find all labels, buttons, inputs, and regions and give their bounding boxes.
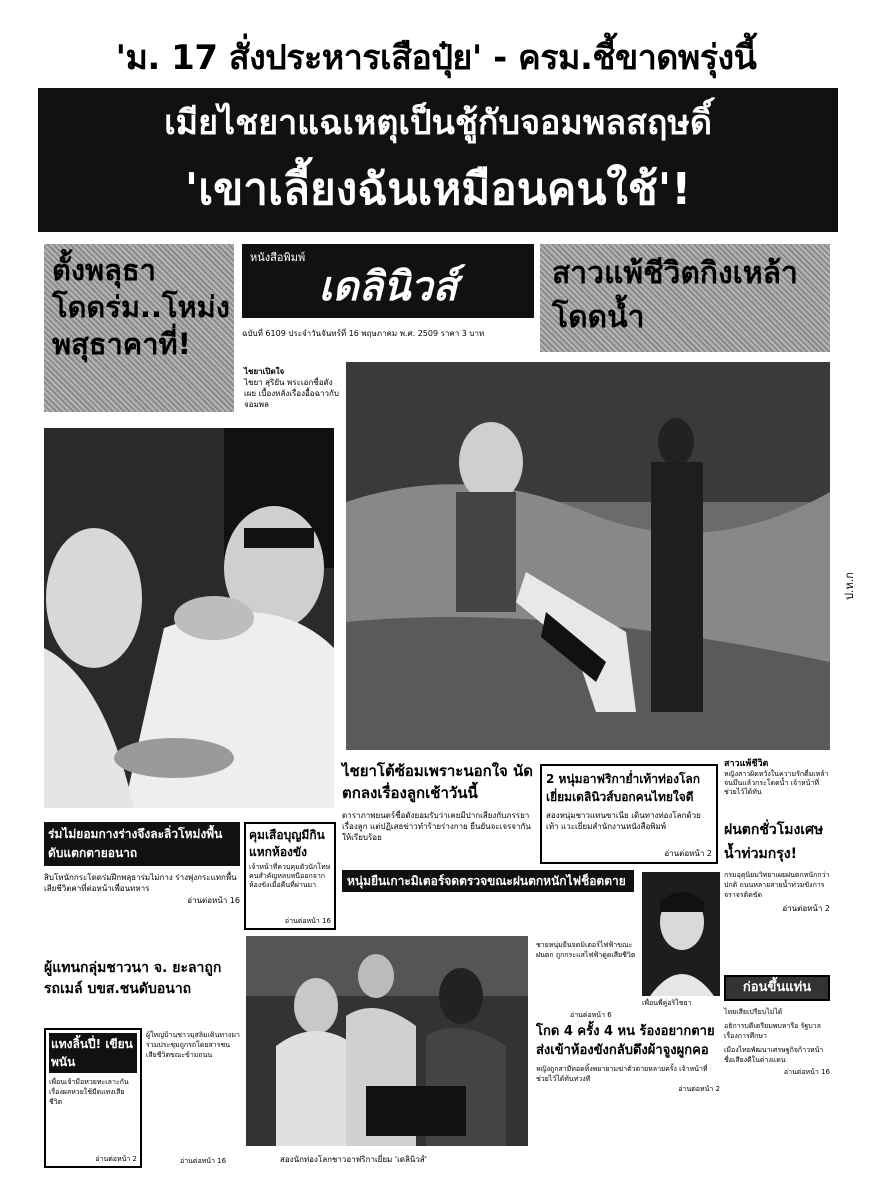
top-headline: 'ม. 17 สั่งประหารเสือปุ๋ย' - ครม.ชี้ขาดพรุ่งนี้ [115,38,757,78]
right-column-label: ก่อนขึ้นแท่น [724,975,830,1001]
masthead [238,244,536,352]
photo-scene [346,362,830,750]
right-column [724,975,830,1175]
story-rain-headline: ฝนตกชั่วโมงเศษน้ำท่วมกรุง! [724,822,824,862]
story-rice-more: อ่านต่อหน้า 16 [187,896,240,905]
story-rain [724,818,830,968]
story-chaiya-body: ดาราภาพยนตร์ชื่อดังยอมรับว่าเคยมีปากเสียงกับภรรยาเรื่องลูก แต่ปฏิเสธข่าวทำร้ายร่างกาย ยืนยันจะเจรจากันให้เรียบร้อย [342,811,531,842]
story-africa-more: อ่านต่อหน้า 2 [664,849,712,858]
right-teaser-text: สาวแพ้ชีวิตกิงเหล้าโดดน้ำ [552,256,798,335]
story-rice [44,822,240,954]
story-farmers-more: อ่านต่อหน้า 16 [180,1157,227,1165]
photo-portrait [642,872,720,996]
story-thief-more: อ่านต่อหน้า 6 [570,1011,612,1019]
box-teaser-more: อ่านต่อหน้า 2 [95,1155,137,1163]
story-mourn-body: เจ้าหน้าที่ควบคุมตัวนักโทษคนสำคัญหลบหนีออกจากห้องขังเมื่อคืนที่ผ่านมา [249,863,331,889]
story-africa [540,764,718,864]
story-mourn-more: อ่านต่อหน้า 16 [284,917,331,925]
right-column-item-2: อธิการบดีเตรียมพบหารือ รัฐบาลเรื่องการศึกษา [724,1022,821,1040]
story-africa-headline: 2 หนุ่มอาฟริกาย่ำเท้าท่องโลก เยี่ยมเดลินิวส์บอกคนไทยใจดี [546,772,701,804]
story-farmers-headline: ผู้แทนกลุ่มชาวนา จ. ยะลาถูกรถเมล์ บขส.ชนดับอนาถ [44,960,222,997]
masthead-title: เดลินิวส์ [318,264,458,310]
side-note: ป.ห.ก [843,572,856,600]
story-girl-body: หญิงสาวผิดหวังในความรักดื่มเหล้าจนมึนแล้วกระโดดน้ำ เจ้าหน้าที่ช่วยไว้ได้ทัน [724,770,829,796]
story-mourn [244,822,336,930]
caption-top-left-body: ไชยา สุริยัน พระเอกชื่อดังเผย เบื้องหลังเรื่องอื้อฉาวกับจอมพล [244,378,339,409]
bottom-caption: สองนักท่องโลกชาวอาฟริกาเยี่ยม 'เดลินิวส์' [280,1155,427,1164]
photo-chaiya [44,428,334,808]
story-rain-more: อ่านต่อหน้า 2 [782,904,830,913]
story-suicide-body: หญิงถูกสามีทอดทิ้งพยายามฆ่าตัวตายหลายครั้ง เจ้าหน้าที่ช่วยไว้ได้ทันท่วงที [536,1065,708,1083]
caption-top-left [244,366,344,410]
box-teaser-body: เพื่อนเจ้ามือหวยทะเลาะกันเรื่องผลหวยใช้มีดแทงเสียชีวิต [49,1078,129,1106]
story-thief-body: ชายหนุ่มยืนจดมิเตอร์ไฟฟ้าขณะฝนตก ถูกกระแสไฟฟ้าดูดเสียชีวิต [536,941,636,959]
story-thief-headline: หนุ่มยืนเกาะมิเตอร์จดตรวจขณะฝนตกหนักไฟช็อตตาย [342,870,634,892]
photo-chaiya-image [44,428,334,808]
story-girl-title: สาวแพ้ชีวิต [724,759,769,769]
photo-scene-image [346,362,830,750]
right-column-more: อ่านต่อหน้า 16 [783,1068,830,1076]
box-teaser-text: แทงลิ้นปี่! เขียนพนัน [49,1033,137,1073]
story-suicide [536,1022,720,1172]
photo-group-image [246,936,528,1146]
masthead-logo-box [242,244,534,318]
banner-line-1: เมียไชยาแฉเหตุเป็นชู้กับจอมพลสฤษดิ์ [164,103,712,143]
story-rain-body: กรมอุตุนิยมวิทยาเผยฝนตกหนักกว่าปกติ ถนนหลายสายน้ำท่วมขังการจราจรติดขัด [724,871,830,899]
story-farmers [44,958,240,1018]
story-girl [724,758,830,820]
story-africa-body: สองหนุ่มชาวแทนซาเนีย เดินทางท่องโลกด้วยเท้า แวะเยี่ยมสำนักงานหนังสือพิมพ์ [546,811,701,831]
left-teaser [44,244,234,412]
photo-group [246,936,528,1146]
banner [38,88,838,232]
box-teaser [44,1028,142,1168]
story-farmers-body: ผู้ใหญ่บ้านชาวมุสลิมเดินทางมาร่วมประชุมถูกรถโดยสารชนเสียชีวิตขณะข้ามถนน [146,1031,240,1059]
story-rice-headline: ร่มไม่ยอมกางร่างจึงละลิ่วโหม่งพื้นดับแตกตายอนาถ [44,822,240,866]
masthead-issue-info: ฉบับที่ 6109 ประจำวันจันทร์ที่ 16 พฤษภาคม พ.ศ. 2509 ราคา 3 บาท [242,329,485,338]
banner-line-2: 'เขาเลี้ยงฉันเหมือนคนใช้'! [184,164,692,215]
story-chaiya-headline: ไชยาโต้ซ้อมเพราะนอกใจ นัดตกลงเรื่องลูกเช้าวันนี้ [342,762,534,802]
right-column-item-1: ไทยเสียเปรียบไม่ได้ [724,1008,783,1016]
portrait-caption: เพื่อนพี่คู่อริไชยา [642,999,692,1007]
story-suicide-more: อ่านต่อหน้า 2 [678,1085,720,1093]
story-thief [342,870,634,940]
caption-top-left-title: ไชยาเปิดใจ [244,367,285,376]
masthead-tagline: หนังสือพิมพ์ [250,251,306,264]
left-teaser-text: ตั้งพลุธาโดดร่ม..โหม่งพสุธาคาที่! [52,253,230,361]
story-rice-body: สิบโทนักกระโดดร่มฝึกพลุธาร่มไม่กาง ร่างพุ่งกระแทกพื้นเสียชีวิตคาที่ต่อหน้าเพื่อนทหาร [44,873,237,893]
story-mourn-headline: คุมเสือบุญมีกินแหกห้องขัง [249,828,325,859]
photo-portrait-image [642,872,720,996]
story-suicide-headline: โกด 4 ครั้ง 4 หน ร้องอยากตาย ส่งเข้าห้องขังกลับดึงผ้าจูงผูกคอ [536,1024,715,1058]
right-teaser [540,244,830,352]
right-column-item-3: เมืองไทยพัฒนาเศรษฐกิจก้าวหน้า ชื่อเสียงดีในต่างแดน [724,1046,824,1064]
